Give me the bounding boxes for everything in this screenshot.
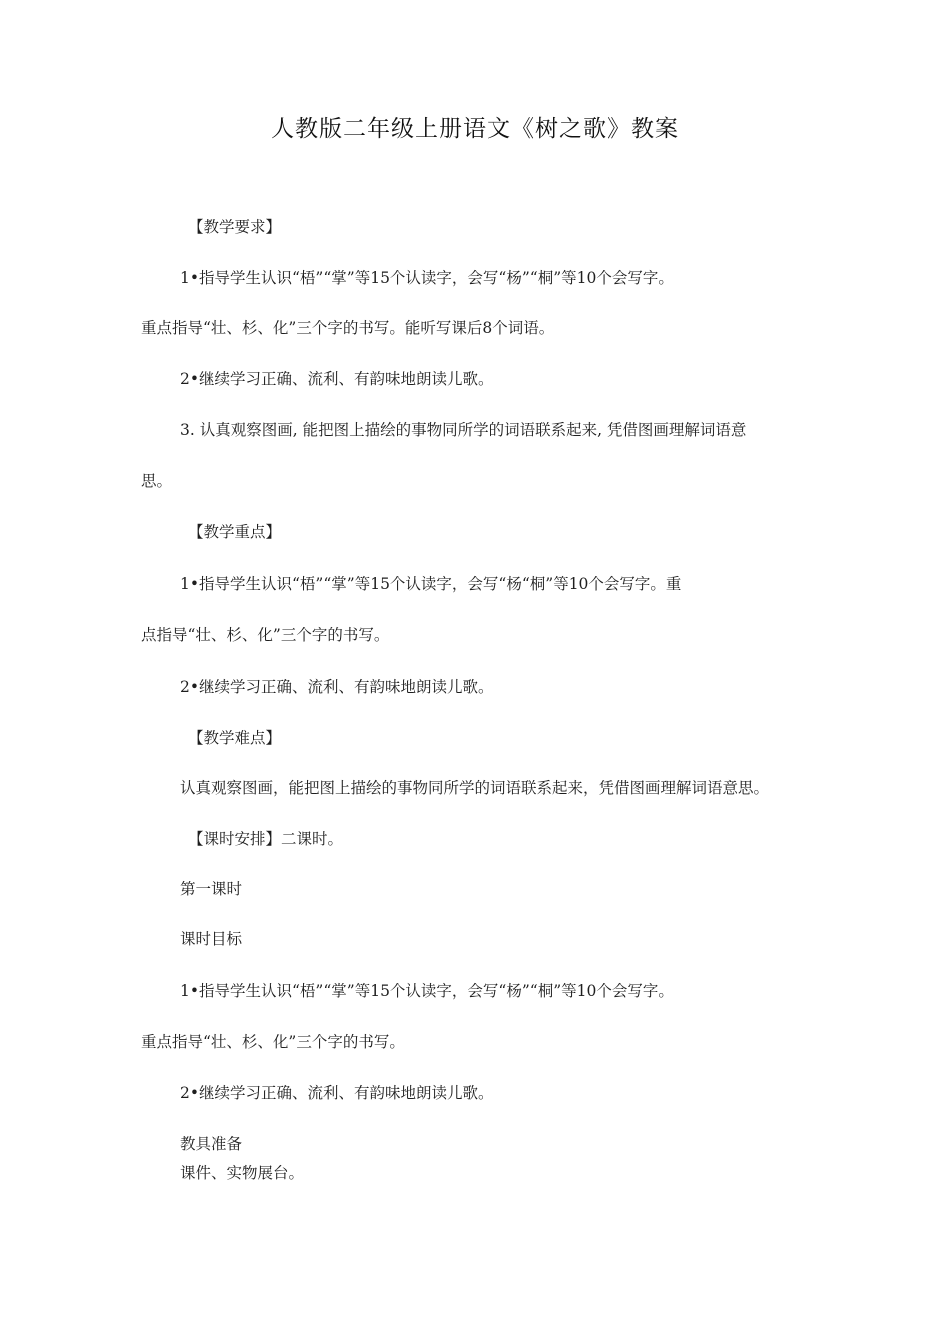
lesson-1-tools-text: 课件、实物展台。 xyxy=(180,1164,305,1182)
lesson-1-tools-heading: 教具准备 xyxy=(180,1135,243,1153)
lesson-1-heading: 第一课时 xyxy=(180,880,243,898)
requirements-item-3-line-1: 3. 认真观察图画, 能把图上描绘的事物同所学的词语联系起来, 凭借图画理解词语意 xyxy=(180,421,747,439)
key-points-item-1-line-2: 点指导“壮、杉、化”三个字的书写。 xyxy=(141,626,390,644)
difficulties-heading: 【教学难点】 xyxy=(188,729,282,747)
requirements-item-1-line-2: 重点指导“壮、杉、化”三个字的书写。能听写课后8个词语。 xyxy=(141,319,555,337)
lesson-1-goal-1-line-1: 1•指导学生认识“梧”“掌”等15个认读字，会写“杨”“桐”等10个会写字。 xyxy=(180,982,674,1000)
lesson-1-goal-1-line-2: 重点指导“壮、杉、化”三个字的书写。 xyxy=(141,1033,405,1051)
schedule-text: 【课时安排】二课时。 xyxy=(188,830,344,848)
key-points-heading: 【教学重点】 xyxy=(188,523,282,541)
requirements-item-1-line-1: 1•指导学生认识“梧”“掌”等15个认读字，会写“杨”“桐”等10个会写字。 xyxy=(180,269,674,287)
lesson-1-goals-heading: 课时目标 xyxy=(180,930,243,948)
key-points-item-1-line-1: 1•指导学生认识“梧”“掌”等15个认读字，会写“杨“桐”等10个会写字。重 xyxy=(180,575,682,593)
requirements-heading: 【教学要求】 xyxy=(188,218,282,236)
requirements-item-3-line-2: 思。 xyxy=(141,472,173,490)
key-points-item-2: 2•继续学习正确、流利、有韵味地朗读儿歌。 xyxy=(180,678,494,696)
requirements-item-2: 2•继续学习正确、流利、有韵味地朗读儿歌。 xyxy=(180,370,494,388)
lesson-1-goal-2: 2•继续学习正确、流利、有韵味地朗读儿歌。 xyxy=(180,1084,494,1102)
document-title: 人教版二年级上册语文《树之歌》教案 xyxy=(271,116,679,142)
difficulties-text: 认真观察图画，能把图上描绘的事物同所学的词语联系起来，凭借图画理解词语意思。 xyxy=(180,779,770,797)
